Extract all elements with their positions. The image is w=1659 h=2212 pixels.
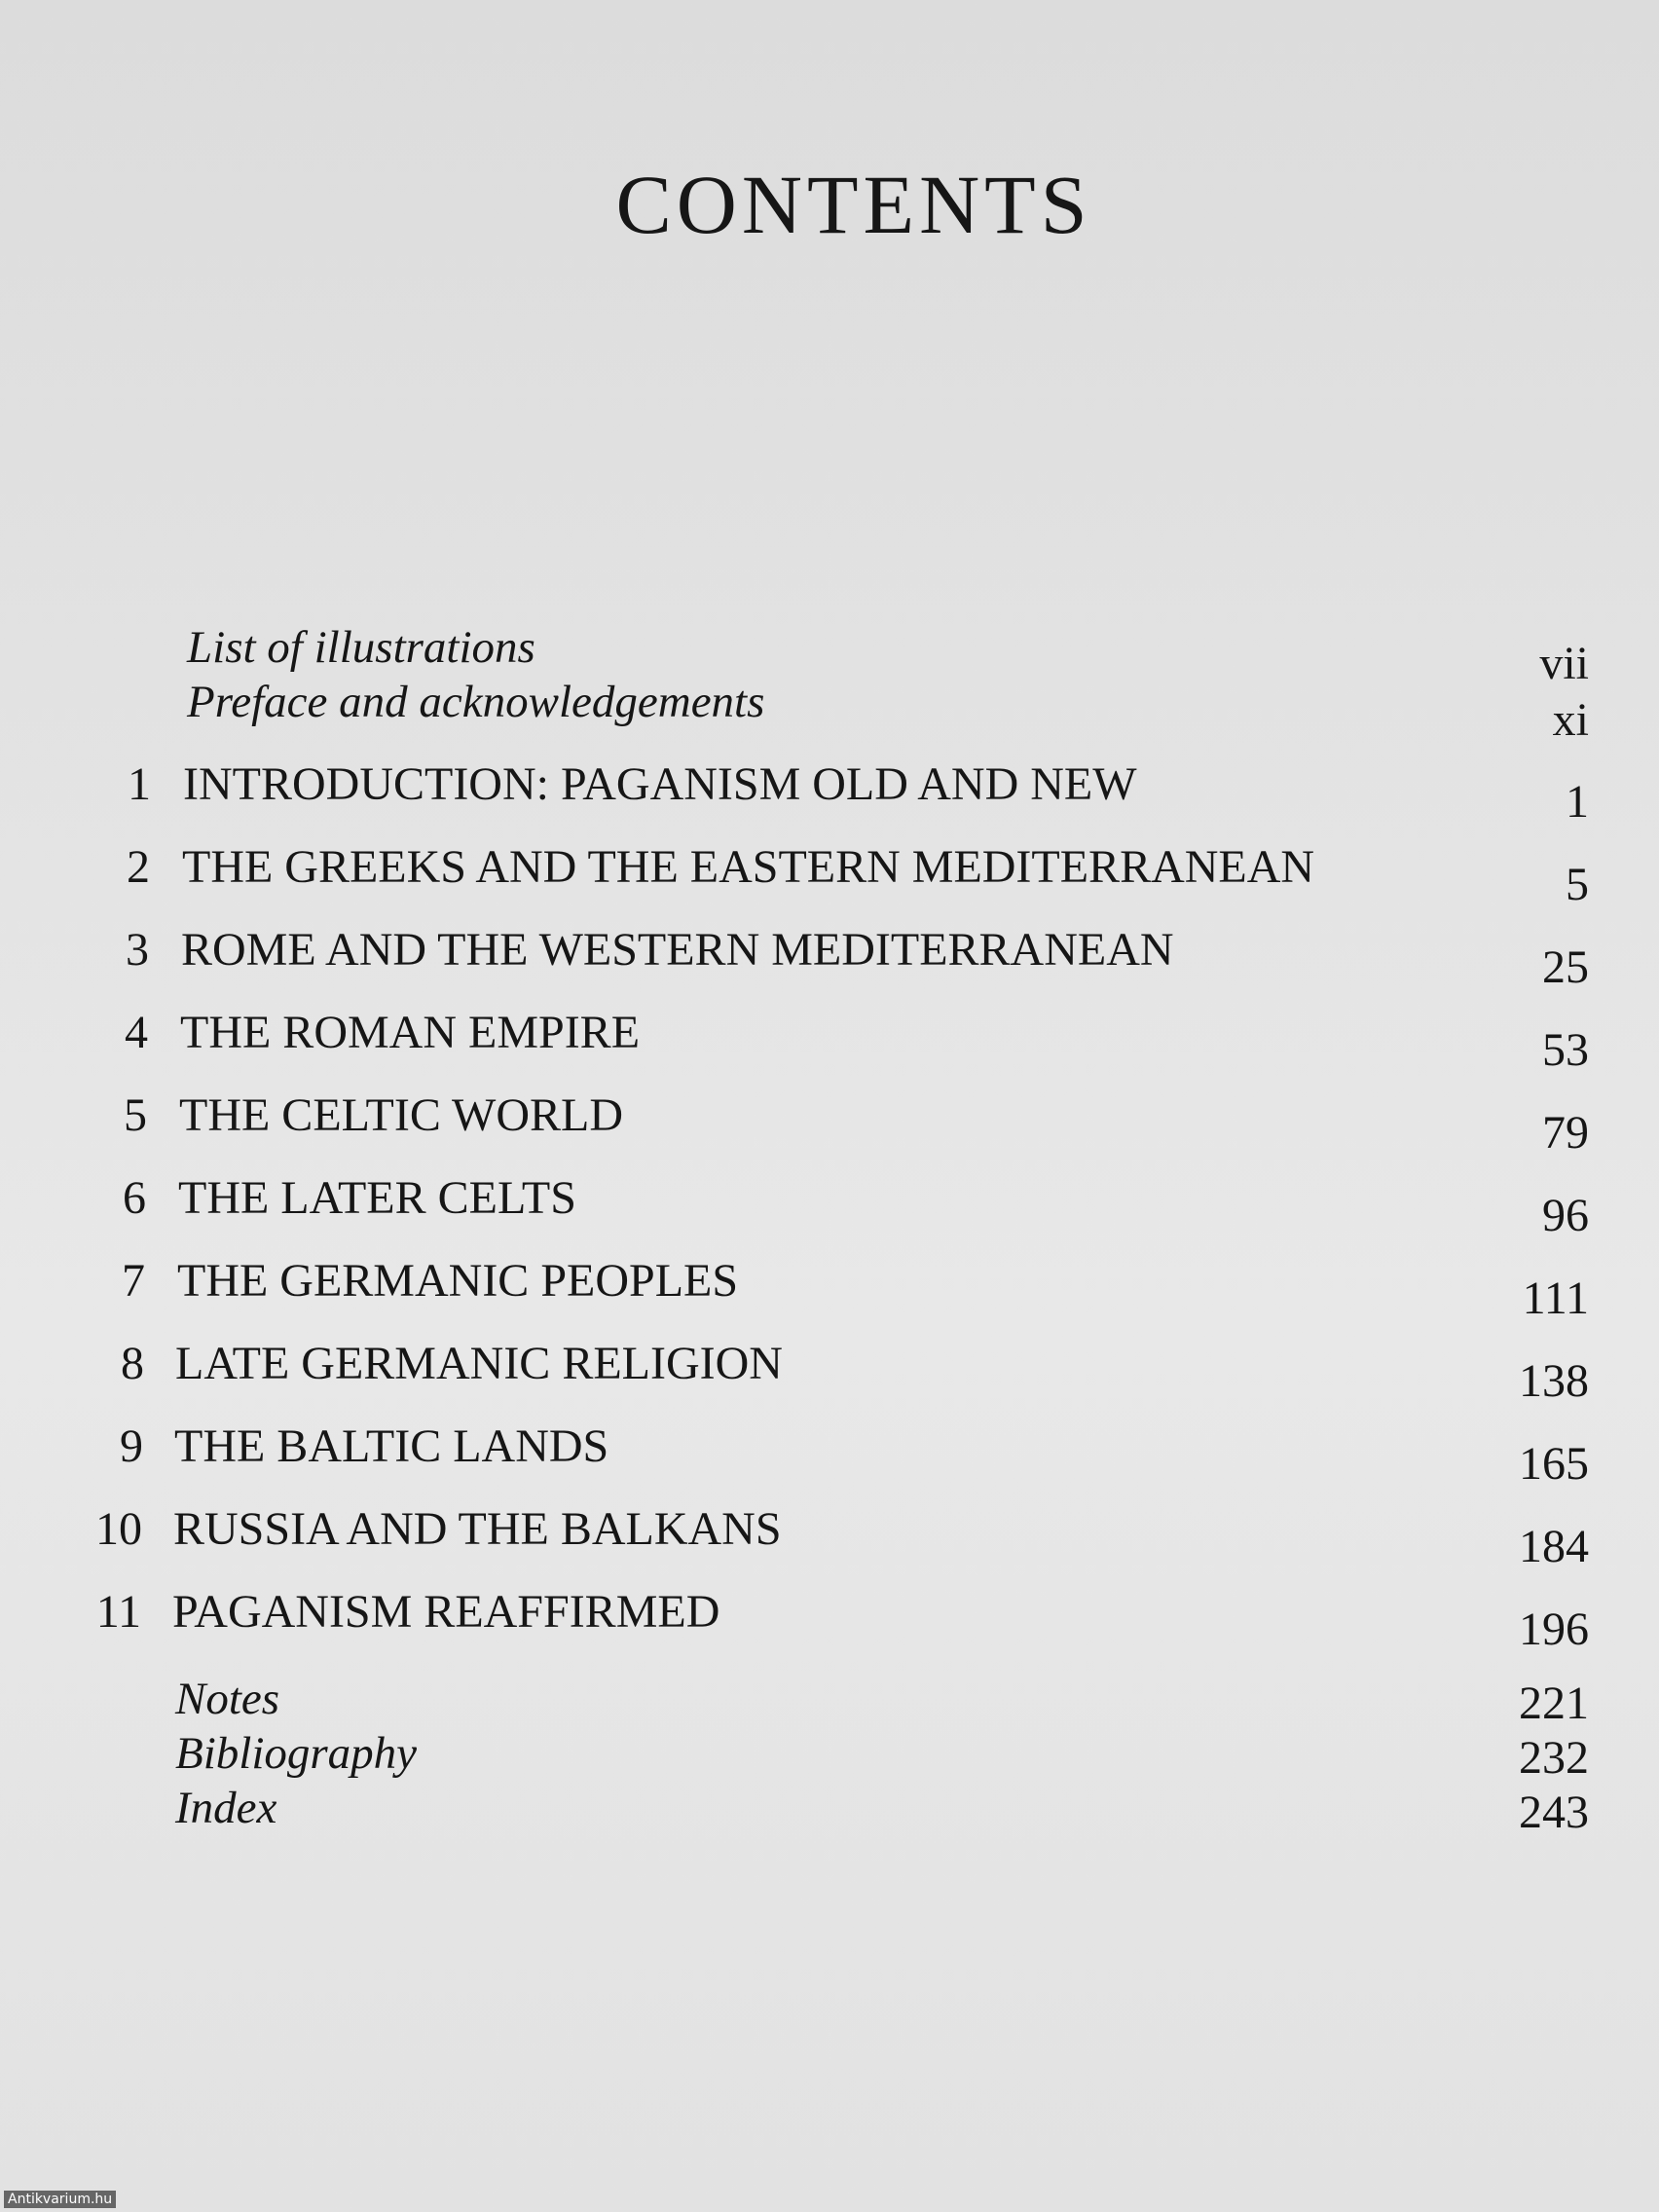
toc-chapter-entry[interactable] bbox=[0, 1088, 1659, 1157]
watermark: Antikvarium.hu bbox=[4, 2191, 116, 2208]
chapter-number: 5 bbox=[124, 1089, 147, 1141]
chapter-title: THE GERMANIC PEOPLES bbox=[177, 1255, 739, 1307]
chapter-number: 2 bbox=[127, 841, 150, 893]
chapter-title: LATE GERMANIC RELIGION bbox=[175, 1338, 783, 1389]
toc-entry-page: 221 bbox=[1519, 1677, 1589, 1729]
toc-entry-page: vii bbox=[1539, 638, 1589, 689]
chapter-title: RUSSIA AND THE BALKANS bbox=[173, 1503, 782, 1555]
chapter-number: 7 bbox=[122, 1255, 145, 1307]
chapter-number: 4 bbox=[125, 1007, 148, 1058]
toc-entry-label: Bibliography bbox=[175, 1728, 418, 1779]
chapter-number: 8 bbox=[121, 1338, 144, 1389]
chapter-page: 25 bbox=[1542, 941, 1589, 993]
chapter-title: THE CELTIC WORLD bbox=[179, 1089, 623, 1141]
toc-chapter-entry[interactable] bbox=[0, 1337, 1659, 1405]
toc-entry-back-matter[interactable] bbox=[0, 1782, 1659, 1850]
chapter-number: 10 bbox=[95, 1503, 142, 1555]
toc-chapter-entry[interactable] bbox=[0, 923, 1659, 991]
chapter-page: 96 bbox=[1542, 1190, 1589, 1241]
chapter-page: 5 bbox=[1566, 859, 1589, 910]
toc-entry-label: Index bbox=[175, 1783, 277, 1833]
toc-entry-page: 243 bbox=[1519, 1787, 1589, 1838]
chapter-page: 196 bbox=[1519, 1604, 1589, 1655]
toc-entry-label: Preface and acknowledgements bbox=[187, 677, 765, 727]
chapter-number: 6 bbox=[123, 1172, 146, 1224]
chapter-page: 79 bbox=[1542, 1107, 1589, 1159]
toc-chapter-entry[interactable] bbox=[0, 1171, 1659, 1239]
chapter-title: ROME AND THE WESTERN MEDITERRANEAN bbox=[181, 924, 1174, 976]
chapter-title: INTRODUCTION: PAGANISM OLD AND NEW bbox=[183, 758, 1137, 810]
toc-entry-label: List of illustrations bbox=[187, 622, 535, 673]
toc-chapter-entry[interactable] bbox=[0, 1419, 1659, 1488]
toc-chapter-entry[interactable] bbox=[0, 840, 1659, 908]
toc-chapter-entry[interactable] bbox=[0, 1254, 1659, 1322]
page-title: CONTENTS bbox=[615, 158, 1092, 251]
chapter-page: 1 bbox=[1566, 776, 1589, 828]
toc-entry-label: Notes bbox=[175, 1674, 280, 1724]
chapter-page: 184 bbox=[1519, 1521, 1589, 1572]
chapter-page: 138 bbox=[1519, 1355, 1589, 1407]
toc-chapter-entry[interactable] bbox=[0, 1502, 1659, 1570]
chapter-title: THE LATER CELTS bbox=[178, 1172, 576, 1224]
chapter-title: THE BALTIC LANDS bbox=[174, 1420, 609, 1472]
toc-entry-page: 232 bbox=[1519, 1732, 1589, 1784]
chapter-title: THE ROMAN EMPIRE bbox=[180, 1007, 641, 1058]
toc-chapter-entry[interactable] bbox=[0, 1585, 1659, 1653]
toc-entry-front-matter[interactable] bbox=[0, 676, 1659, 744]
chapter-number: 3 bbox=[126, 924, 149, 976]
chapter-title: THE GREEKS AND THE EASTERN MEDITERRANEAN bbox=[182, 841, 1315, 893]
toc-chapter-entry[interactable] bbox=[0, 757, 1659, 826]
toc-entry-page: xi bbox=[1552, 694, 1589, 746]
chapter-number: 11 bbox=[95, 1586, 141, 1638]
chapter-page: 111 bbox=[1522, 1272, 1589, 1324]
chapter-title: PAGANISM REAFFIRMED bbox=[172, 1586, 720, 1638]
toc-chapter-entry[interactable] bbox=[0, 1006, 1659, 1074]
chapter-page: 165 bbox=[1519, 1438, 1589, 1490]
chapter-number: 9 bbox=[120, 1420, 143, 1472]
chapter-number: 1 bbox=[128, 758, 151, 810]
chapter-page: 53 bbox=[1542, 1024, 1589, 1076]
